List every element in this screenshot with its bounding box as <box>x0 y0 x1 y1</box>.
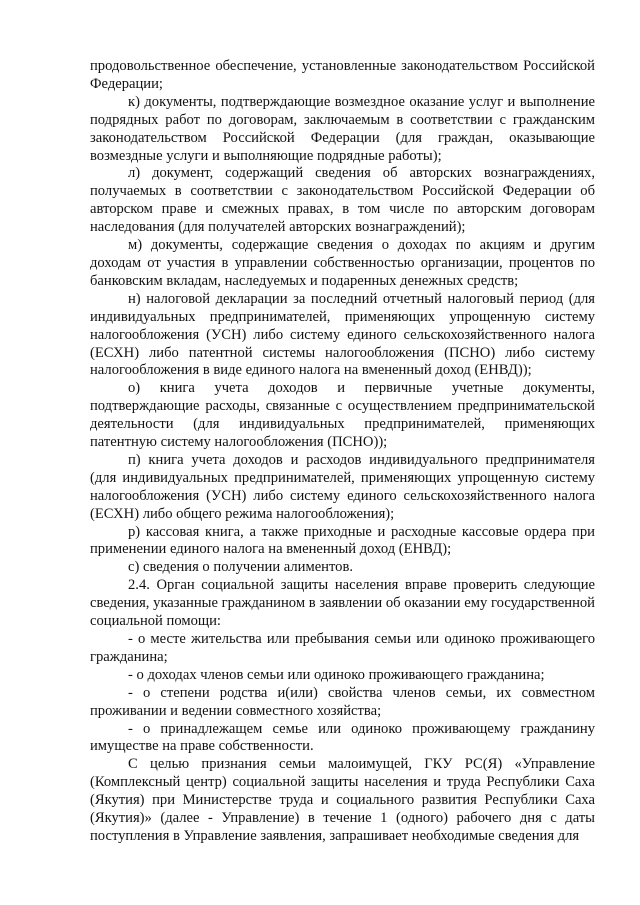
paragraph-item-k: к) документы, подтверждающие возмездное оказание услуг и выполнение подрядных работ по договорам, заключаемым в соответствии с гражданским законодательством Российской Федерации (для граждан, оказывающие возмездные услуги и выполняющие подрядные работы); <box>90 93 595 164</box>
paragraph-section-2-4: 2.4. Орган социальной защиты населения вправе проверить следующие сведения, указанные гражданином в заявлении об оказании ему государственной социальной помощи: <box>90 577 595 630</box>
paragraph-item-r: р) кассовая книга, а также приходные и расходные кассовые ордера при применении единого налога на вмененный доход (ЕНВД); <box>90 523 595 558</box>
paragraph-item-p: п) книга учета доходов и расходов индивидуального предпринимателя (для индивидуальных предпринимателей, применяющих упрощенную систему налогообложения (УСН) либо систему единого сельскохозяйственного налога (ЕСХН) либо общего режима налогообложения); <box>90 451 595 522</box>
paragraph-item-l: л) документ, содержащий сведения об авторских вознаграждениях, получаемых в соответствии с законодательством Российской Федерации об авторском праве и смежных правах, в том числе по авторским договорам наследования (для получателей авторских вознаграждений); <box>90 165 595 236</box>
paragraph-item-m: м) документы, содержащие сведения о доходах по акциям и другим доходам от участия в управлении собственностью организации, процентов по банковским вкладам, наследуемых и подаренных денежных средств; <box>90 237 595 289</box>
paragraph-item-n: н) налоговой декларации за последний отчетный налоговый период (для индивидуальных предпринимателей, применяющих упрощенную систему налогообложения (УСН) либо систему единого сельскохозяйственного налога (ЕСХН) либо патентной системы налогообложения (ПСНО) либо систему налогообложения в виде единого налога на вмененный доход (ЕНВД)); <box>90 290 595 379</box>
paragraph-low-income-recognition: С целью признания семьи малоимущей, ГКУ РС(Я) «Управление (Комплексный центр) социальной защиты населения и труда Республики Саха (Якутия) при Министерстве труда и социального развития Республики Саха (Якутия)» (далее - Управление) в течение 1 (одного) рабочего дня с даты поступления в Управление заявления, запрашивает необходимые сведения для <box>90 756 595 844</box>
paragraph-item-s: с) сведения о получении алиментов. <box>128 559 354 576</box>
list-item-income: - о доходах членов семьи или одиноко проживающего гражданина; <box>128 666 545 683</box>
paragraph-intro: продовольственное обеспечение, установленные законодательством Российской Федерации; <box>90 58 595 92</box>
list-item-residence: - о месте жительства или пребывания семьи или одиноко проживающего гражданина; <box>90 631 595 665</box>
list-item-kinship: - о степени родства и(или) свойства членов семьи, их совместном проживании и ведении совместного хозяйства; <box>90 684 595 719</box>
list-item-property: - о принадлежащем семье или одиноко проживающему гражданину имуществе на праве собственности. <box>90 720 595 755</box>
paragraph-item-o: о) книга учета доходов и первичные учетные документы, подтверждающие расходы, связанные с осуществлением предпринимательской деятельности (для индивидуальных предпринимателей, применяющих патентную систему налогообложения (ПСНО)); <box>90 380 595 451</box>
document-page <box>90 58 595 846</box>
